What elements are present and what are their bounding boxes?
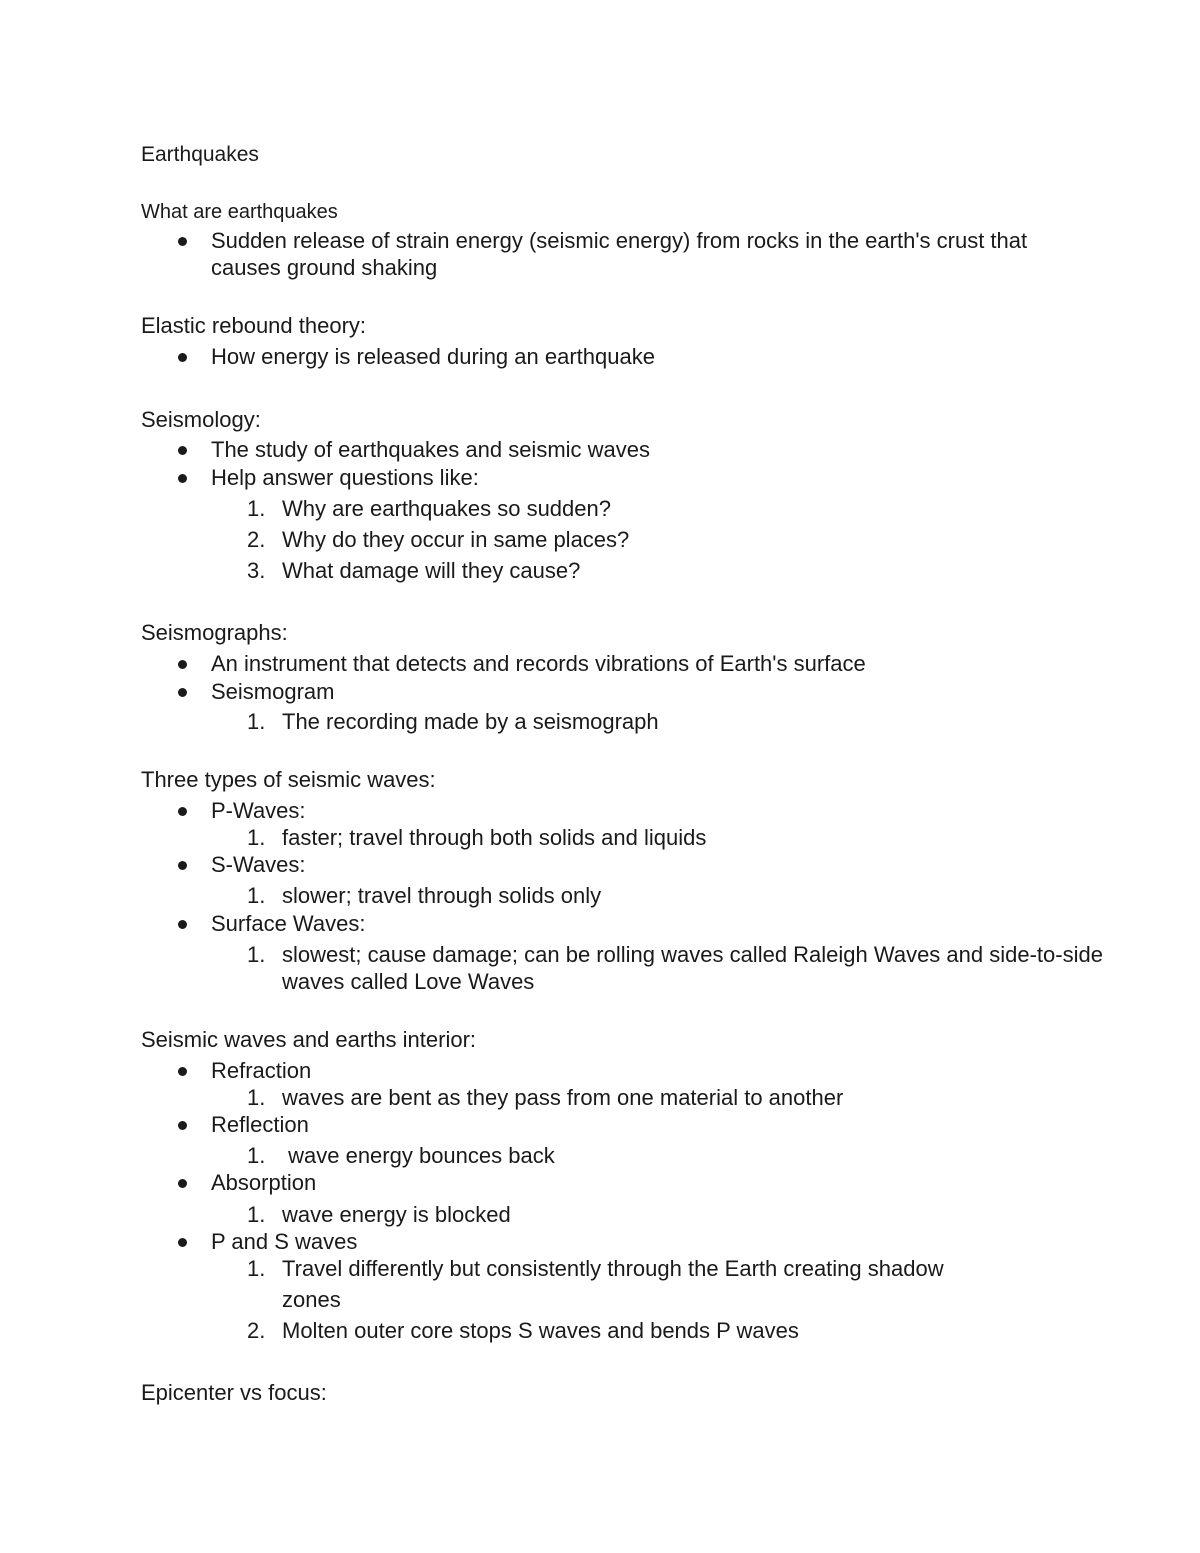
bullet-icon [178,861,187,870]
list-number: 1. [247,709,266,734]
list-item: Surface Waves: [211,911,366,936]
bullet-icon [178,474,187,483]
list-item: P and S waves [211,1229,358,1254]
list-item: S-Waves: [211,852,306,877]
section-heading-epicenter: Epicenter vs focus: [141,1380,327,1405]
list-number: 1. [247,1202,266,1227]
bullet-icon [178,1179,187,1188]
list-item: P-Waves: [211,798,306,823]
bullet-icon [178,237,187,246]
bullet-icon [178,353,187,362]
list-number: 1. [247,883,266,908]
section-heading-interior: Seismic waves and earths interior: [141,1027,477,1052]
numbered-item: Why are earthquakes so sudden? [282,496,611,521]
bullet-icon [178,1238,187,1247]
numbered-item: Why do they occur in same places? [282,527,630,552]
bullet-icon [178,446,187,455]
bullet-icon [178,688,187,697]
bullet-icon [178,920,187,929]
list-item: An instrument that detects and records vibrations of Earth's surface [211,651,866,676]
list-item: How energy is released during an earthquake [211,344,655,369]
numbered-item-continuation: zones [282,1287,341,1312]
section-heading-seismology: Seismology: [141,407,261,432]
bullet-icon [178,807,187,816]
numbered-item: faster; travel through both solids and liquids [282,825,707,850]
bullet-icon [178,1067,187,1076]
list-item: The study of earthquakes and seismic waves [211,437,651,462]
page-title: Earthquakes [141,143,259,166]
list-number: 1. [247,1143,266,1168]
section-heading-what: What are earthquakes [141,201,338,223]
section-heading-seismographs: Seismographs: [141,620,288,645]
list-item: Sudden release of strain energy (seismic energy) from rocks in the earth's crust that [211,228,1028,253]
bullet-icon [178,1121,187,1130]
numbered-item: waves are bent as they pass from one material to another [282,1085,844,1110]
bullet-icon [178,660,187,669]
section-heading-types: Three types of seismic waves: [141,767,436,792]
section-heading-elastic: Elastic rebound theory: [141,313,367,338]
numbered-item: Travel differently but consistently through the Earth creating shadow [282,1256,944,1281]
numbered-item: The recording made by a seismograph [282,709,659,734]
list-item: Absorption [211,1170,317,1195]
list-item: Refraction [211,1058,312,1083]
list-number: 1. [247,1256,266,1281]
numbered-item: slowest; cause damage; can be rolling waves called Raleigh Waves and side-to-side [282,942,1103,967]
list-number: 1. [247,1085,266,1110]
numbered-item: What damage will they cause? [282,558,581,583]
numbered-item: slower; travel through solids only [282,883,602,908]
list-item: Reflection [211,1112,309,1137]
list-number: 1. [247,496,266,521]
list-item-continuation: causes ground shaking [211,255,438,280]
list-number: 2. [247,1318,266,1343]
list-number: 3. [247,558,266,583]
numbered-item: wave energy bounces back [282,1143,555,1168]
list-item: Help answer questions like: [211,465,479,490]
list-number: 1. [247,942,266,967]
list-number: 1. [247,825,266,850]
list-number: 2. [247,527,266,552]
numbered-item-continuation: waves called Love Waves [282,969,535,994]
list-item: Seismogram [211,679,335,704]
numbered-item: wave energy is blocked [282,1202,511,1227]
numbered-item: Molten outer core stops S waves and bends P waves [282,1318,799,1343]
